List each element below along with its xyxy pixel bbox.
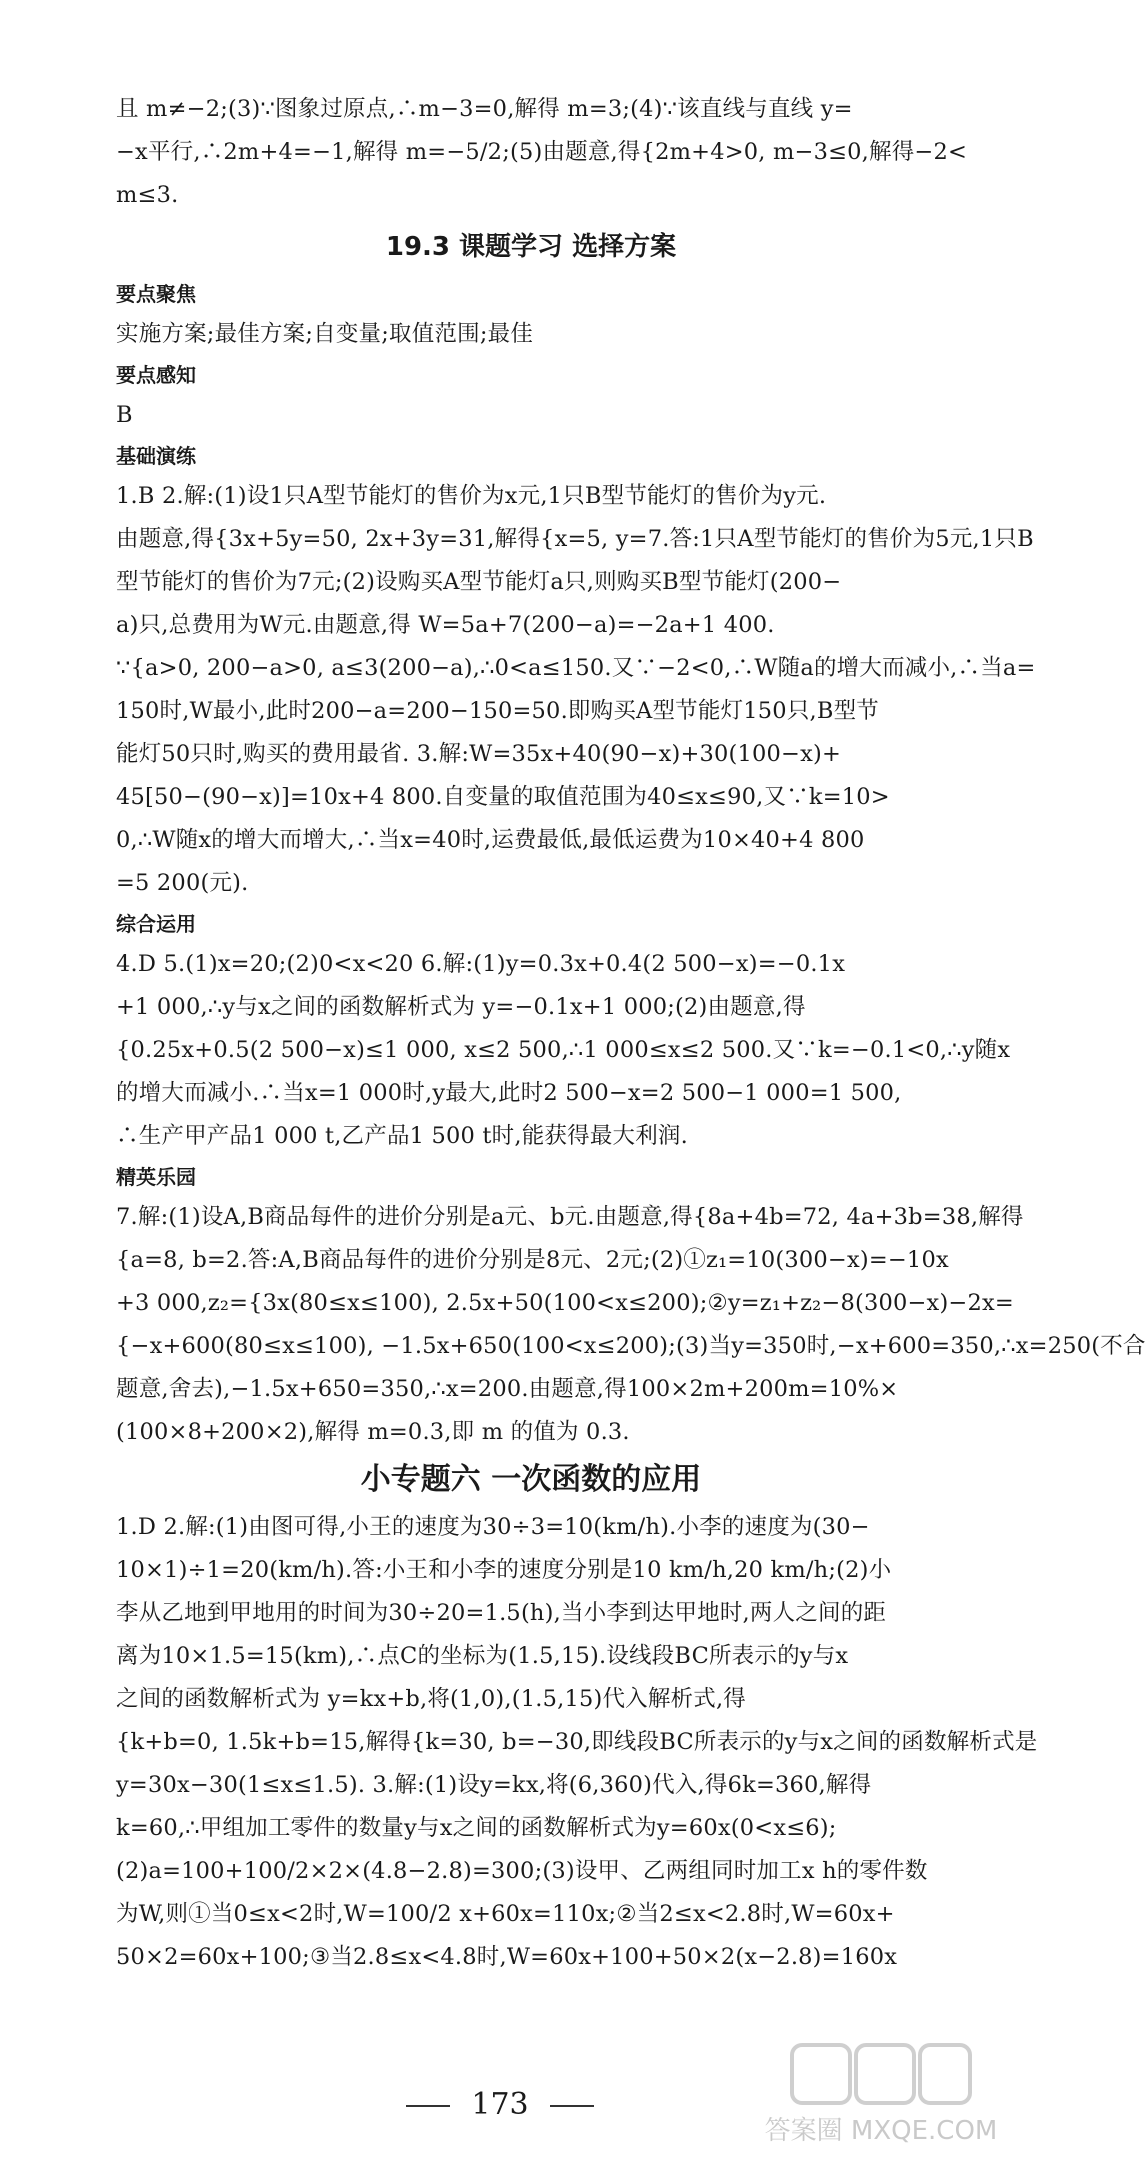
text-line: 10×1)÷1=20(km/h).答:小王和小李的速度分别是10 km/h,20 km/h;(2)小 xyxy=(116,1557,892,1583)
footer-dash-right xyxy=(550,2105,594,2107)
text-line: 实施方案;最佳方案;自变量;取值范围;最佳 xyxy=(116,321,534,347)
text-line: B xyxy=(116,402,133,428)
text-line: (100×8+200×2),解得 m=0.3,即 m 的值为 0.3. xyxy=(116,1419,630,1445)
text-line: −x平行,∴2m+4=−1,解得 m=−5/2;(5)由题意,得{2m+4>0, m−3≤0,解得−2< xyxy=(116,139,968,165)
text-line: 的增大而减小.∴当x=1 000时,y最大,此时2 500−x=2 500−1 000=1 500, xyxy=(116,1080,902,1106)
watermark-text: 答案圈 MXQE.COM xyxy=(764,2116,998,2146)
text-line: k=60,∴甲组加工零件的数量y与x之间的函数解析式为y=60x(0<x≤6); xyxy=(116,1815,837,1841)
text-line: 由题意,得{3x+5y=50, 2x+3y=31,解得{x=5, y=7.答:1只A型节能灯的售价为5元,1只B xyxy=(116,526,1034,552)
text-line: +1 000,∴y与x之间的函数解析式为 y=−0.1x+1 000;(2)由题意,得 xyxy=(116,994,806,1020)
text-line: 7.解:(1)设A,B商品每件的进价分别是a元、b元.由题意,得{8a+4b=72, 4a+3b=38,解得 xyxy=(116,1204,1024,1230)
footer-dash-left xyxy=(406,2105,450,2107)
subheading-elite: 精英乐园 xyxy=(116,1165,196,1189)
text-line: 离为10×1.5=15(km),∴点C的坐标为(1.5,15).设线段BC所表示的y与x xyxy=(116,1643,849,1669)
text-line: 为W,则①当0≤x<2时,W=100/2 x+60x=110x;②当2≤x<2.8时,W=60x+ xyxy=(116,1901,895,1927)
page-number: 173 xyxy=(471,2087,529,2122)
subheading-sense: 要点感知 xyxy=(116,363,196,387)
text-line: 型节能灯的售价为7元;(2)设购买A型节能灯a只,则购买B型节能灯(200− xyxy=(116,569,842,595)
text-line: 之间的函数解析式为 y=kx+b,将(1,0),(1.5,15)代入解析式,得 xyxy=(116,1686,747,1712)
subheading-comprehensive: 综合运用 xyxy=(116,912,196,936)
text-line: 45[50−(90−x)]=10x+4 800.自变量的取值范围为40≤x≤90,又∵k=10> xyxy=(116,784,890,810)
text-line: {0.25x+0.5(2 500−x)≤1 000, x≤2 500,∴1 000≤x≤2 500.又∵k=−0.1<0,∴y随x xyxy=(116,1037,1011,1063)
text-line: a)只,总费用为W元.由题意,得 W=5a+7(200−a)=−2a+1 400. xyxy=(116,612,775,638)
text-line: 能灯50只时,购买的费用最省. 3.解:W=35x+40(90−x)+30(100−x)+ xyxy=(116,741,842,767)
text-line: 李从乙地到甲地用的时间为30÷20=1.5(h),当小李到达甲地时,两人之间的距 xyxy=(116,1600,887,1626)
watermark-logo xyxy=(764,2039,998,2149)
text-line: 且 m≠−2;(3)∵图象过原点,∴m−3=0,解得 m=3;(4)∵该直线与直线 y= xyxy=(116,96,853,122)
text-line: ∵{a>0, 200−a>0, a≤3(200−a),∴0<a≤150.又∵−2<0,∴W随a的增大而减小,∴当a= xyxy=(116,655,1036,681)
section-title-special-topic-6: 小专题六 一次函数的应用 xyxy=(360,1462,702,1497)
text-line: =5 200(元). xyxy=(116,870,249,896)
text-line: m≤3. xyxy=(116,182,179,208)
text-line: +3 000,z₂={3x(80≤x≤100), 2.5x+50(100<x≤200);②y=z₁+z₂−8(300−x)−2x= xyxy=(116,1290,1014,1316)
text-line: 1.D 2.解:(1)由图可得,小王的速度为30÷3=10(km/h).小李的速度为(30− xyxy=(116,1514,870,1540)
text-line: 题意,舍去),−1.5x+650=350,∴x=200.由题意,得100×2m+200m=10%× xyxy=(116,1376,899,1402)
section-title-19-3: 19.3 课题学习 选择方案 xyxy=(385,232,677,262)
subheading-basic: 基础演练 xyxy=(116,444,196,468)
text-line: 50×2=60x+100;③当2.8≤x<4.8时,W=60x+100+50×2(x−2.8)=160x xyxy=(116,1944,898,1970)
text-line: 1.B 2.解:(1)设1只A型节能灯的售价为x元,1只B型节能灯的售价为y元. xyxy=(116,483,827,509)
text-line: y=30x−30(1≤x≤1.5). 3.解:(1)设y=kx,将(6,360)代入,得6k=360,解得 xyxy=(116,1772,872,1798)
page-content xyxy=(116,88,1146,1979)
text-line: ∴生产甲产品1 000 t,乙产品1 500 t时,能获得最大利润. xyxy=(116,1123,688,1149)
text-line: {−x+600(80≤x≤100), −1.5x+650(100<x≤200);(3)当y=350时,−x+600=350,∴x=250(不合 xyxy=(116,1333,1146,1359)
subheading-focus: 要点聚焦 xyxy=(116,282,196,306)
text-line: (2)a=100+100/2×2×(4.8−2.8)=300;(3)设甲、乙两组同时加工x h的零件数 xyxy=(116,1858,928,1884)
text-line: 4.D 5.(1)x=20;(2)0<x<20 6.解:(1)y=0.3x+0.4(2 500−x)=−0.1x xyxy=(116,951,846,977)
text-line: {a=8, b=2.答:A,B商品每件的进价分别是8元、2元;(2)①z₁=10(300−x)=−10x xyxy=(116,1247,949,1273)
text-line: 150时,W最小,此时200−a=200−150=50.即购买A型节能灯150只,B型节 xyxy=(116,698,880,724)
text-line: {k+b=0, 1.5k+b=15,解得{k=30, b=−30,即线段BC所表示的y与x之间的函数解析式是 xyxy=(116,1729,1038,1755)
text-line: 0,∴W随x的增大而增大,∴当x=40时,运费最低,最低运费为10×40+4 800 xyxy=(116,827,865,853)
